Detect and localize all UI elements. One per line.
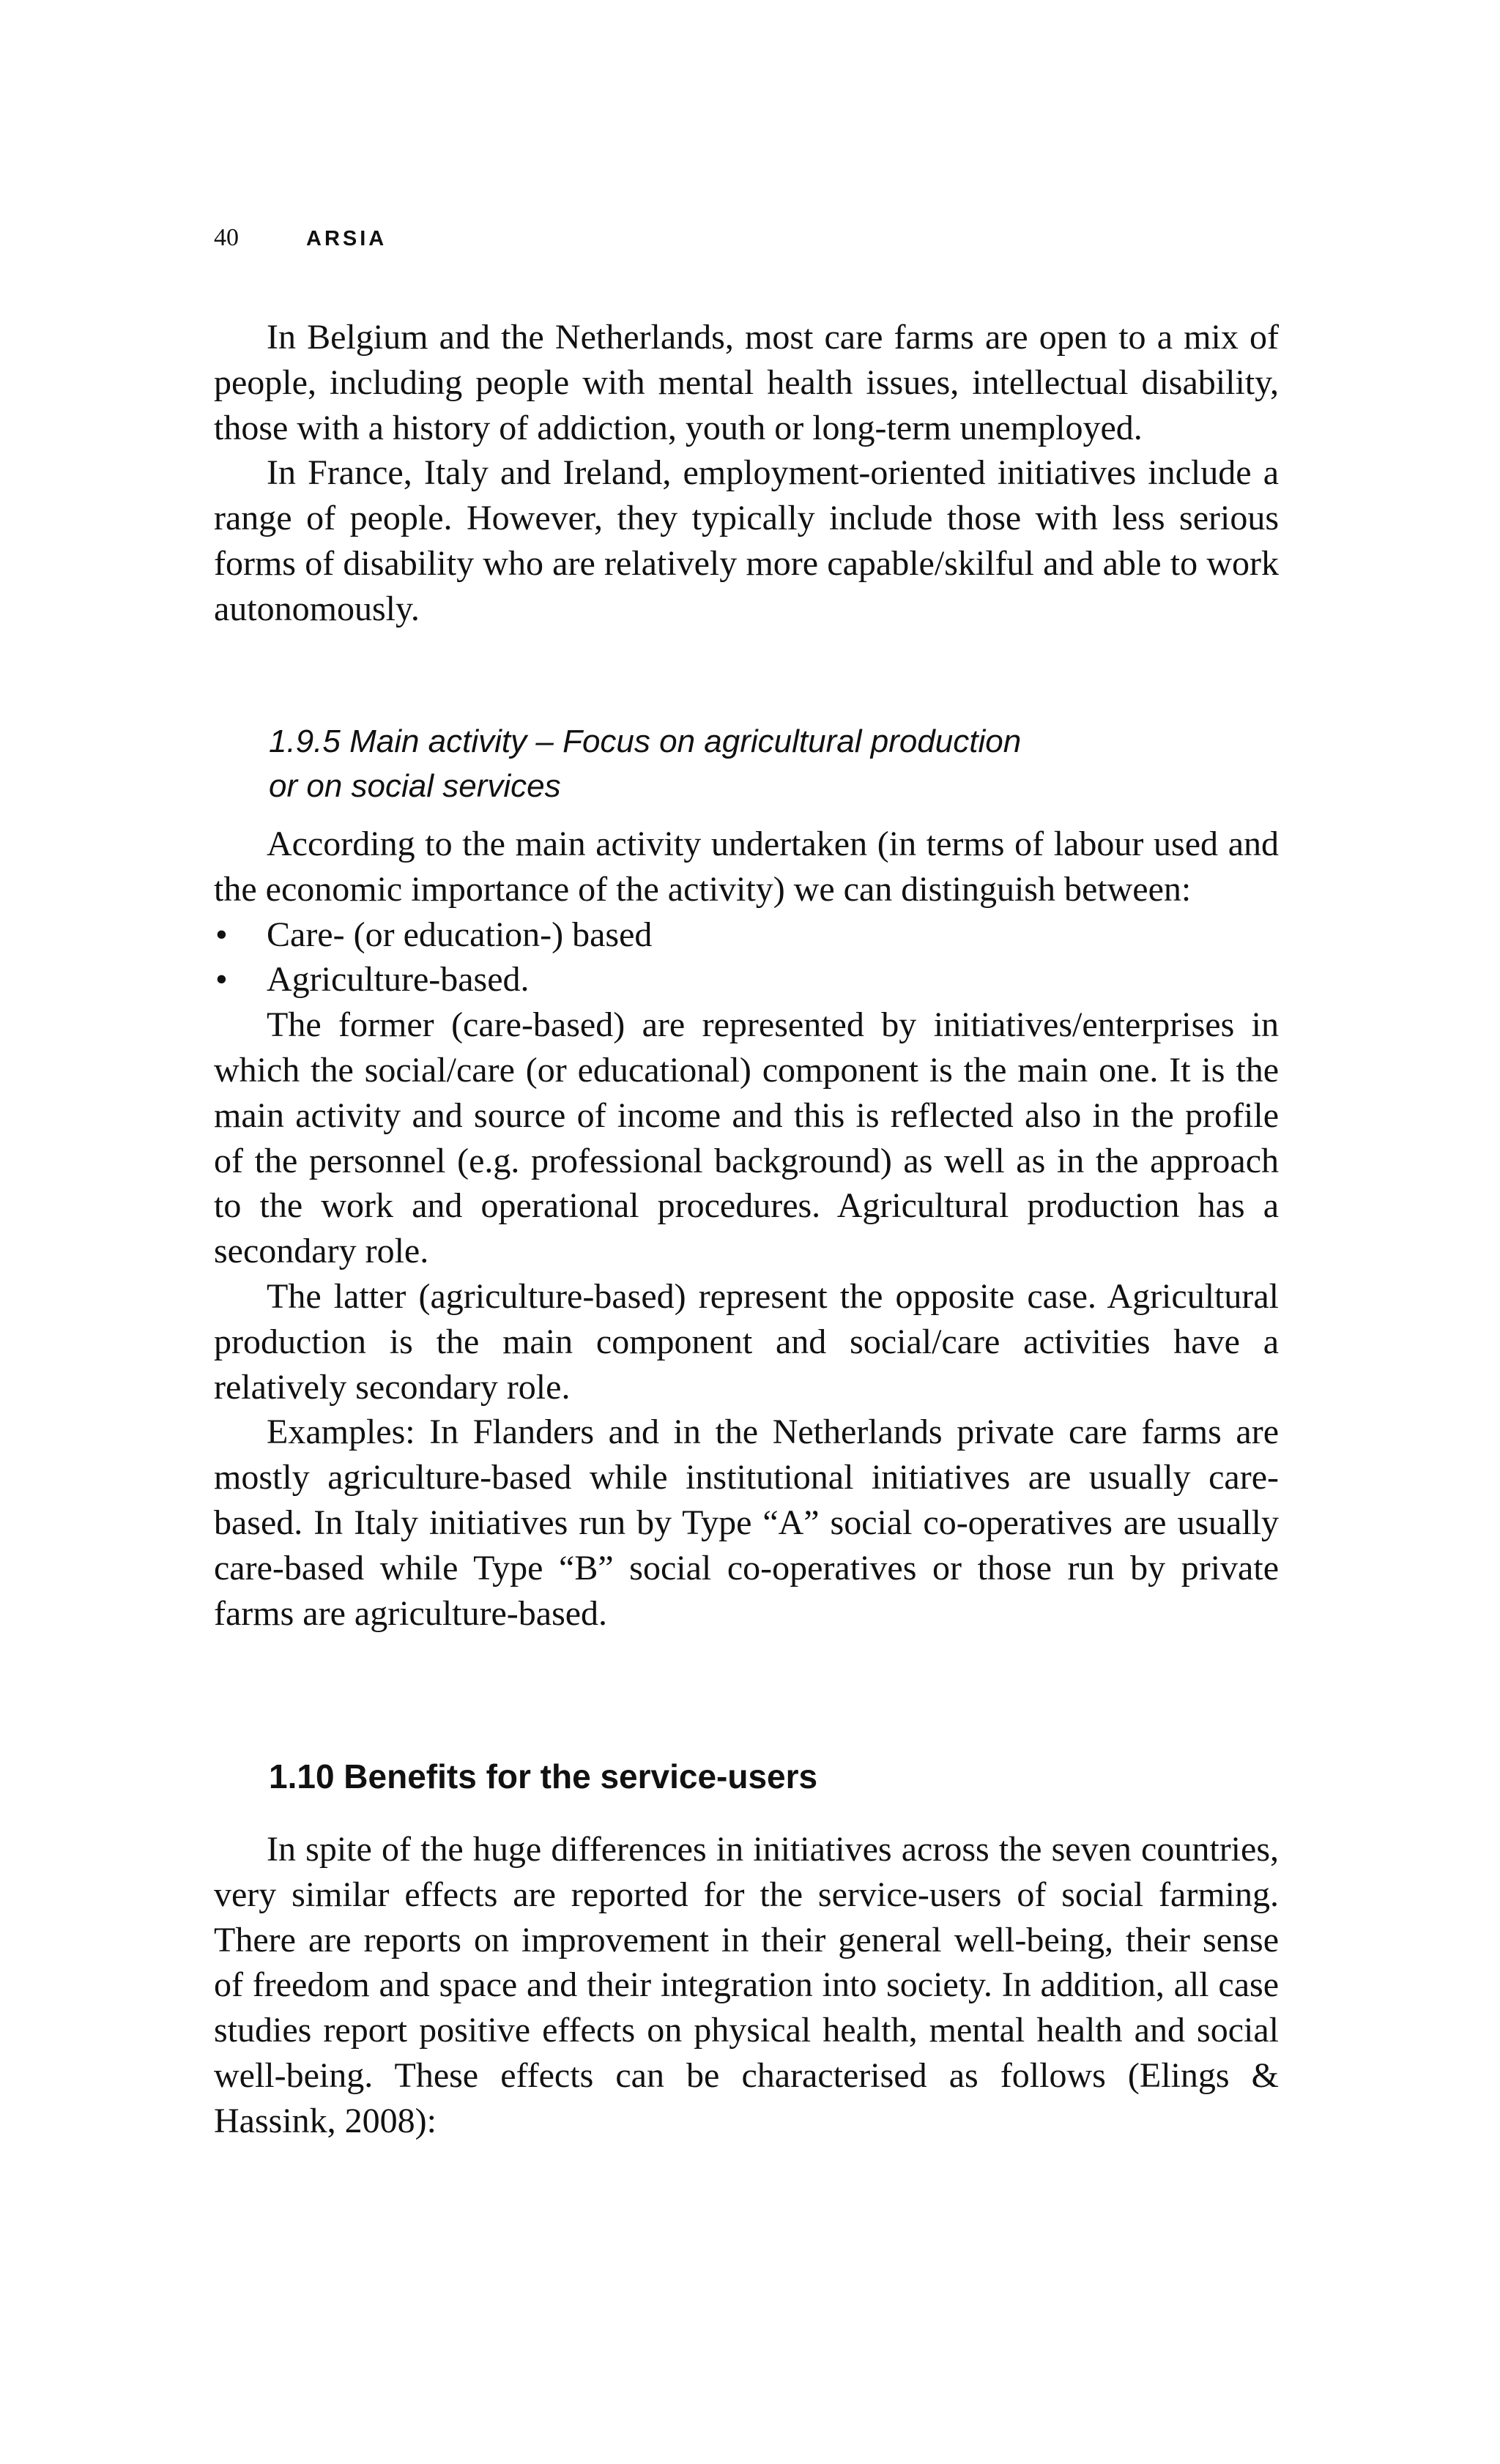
paragraph: Examples: In Flanders and in the Netherlands private care farms are mostly agriculture-based while institutional initiatives are usually care-based. In Italy initiatives run by Type “A” social co-operatives are usually care-based while Type “B” social co-operatives or those run by private farms are agriculture-based. — [214, 1412, 1279, 1633]
subsection-heading-1-9-5 — [269, 719, 1280, 808]
text-block-benefits — [214, 1827, 1279, 2144]
running-header — [214, 224, 387, 253]
running-title: ARSIA — [306, 227, 387, 250]
bullet-text: Care- (or education-) based — [267, 915, 653, 954]
paragraph: In Belgium and the Netherlands, most care farms are open to a mix of people, including people with mental health issues, intellectual disability, those with a history of addiction, youth or long-term unemployed. — [214, 318, 1279, 447]
subsection-heading-line: or on social services — [269, 768, 561, 804]
page-number: 40 — [214, 224, 239, 251]
bullet-item — [214, 957, 1279, 1002]
paragraph: In France, Italy and Ireland, employment-oriented initiatives include a range of people. However, they typically include those with less serious forms of disability who are relatively more capable/skilful and able to work autonomously. — [214, 453, 1279, 628]
text-block-population — [214, 315, 1279, 632]
bullet-text: Agriculture-based. — [267, 960, 530, 1000]
paragraph: In spite of the huge differences in initiatives across the seven countries, very similar effects are reported for the service-users of social farming. There are reports on improvement in their general well-being, their sense of freedom and space and their integration into society. In addition, all case studies report positive effects on physical health, mental health and social well-being. These effects can be characterised as follows (Elings & Hassink, 2008): — [214, 1830, 1279, 2140]
paragraph: According to the main activity undertaken (in terms of labour used and the economic importance of the activity) we can distinguish between: — [214, 825, 1279, 909]
bullet-icon: • — [215, 960, 228, 1000]
bullet-list — [214, 912, 1279, 1003]
subsection-heading-line: 1.9.5 Main activity – Focus on agricultural production — [269, 723, 1022, 759]
bullet-icon: • — [215, 915, 228, 954]
section-heading-1-10: 1.10 Benefits for the service-users — [269, 1757, 818, 1795]
text-block-main-activity — [214, 822, 1279, 1636]
paragraph: The latter (agriculture-based) represent the opposite case. Agricultural production is the main component and social/care activities have a relatively secondary role. — [214, 1276, 1279, 1407]
bullet-item — [214, 912, 1279, 958]
paragraph: The former (care-based) are represented by initiatives/enterprises in which the social/care (or educational) component is the main one. It is the main activity and source of income and this is reflected also in the profile of the personnel (e.g. professional background) as well as in the approach to the work and operational procedures. Agricultural production has a secondary role. — [214, 1005, 1279, 1271]
